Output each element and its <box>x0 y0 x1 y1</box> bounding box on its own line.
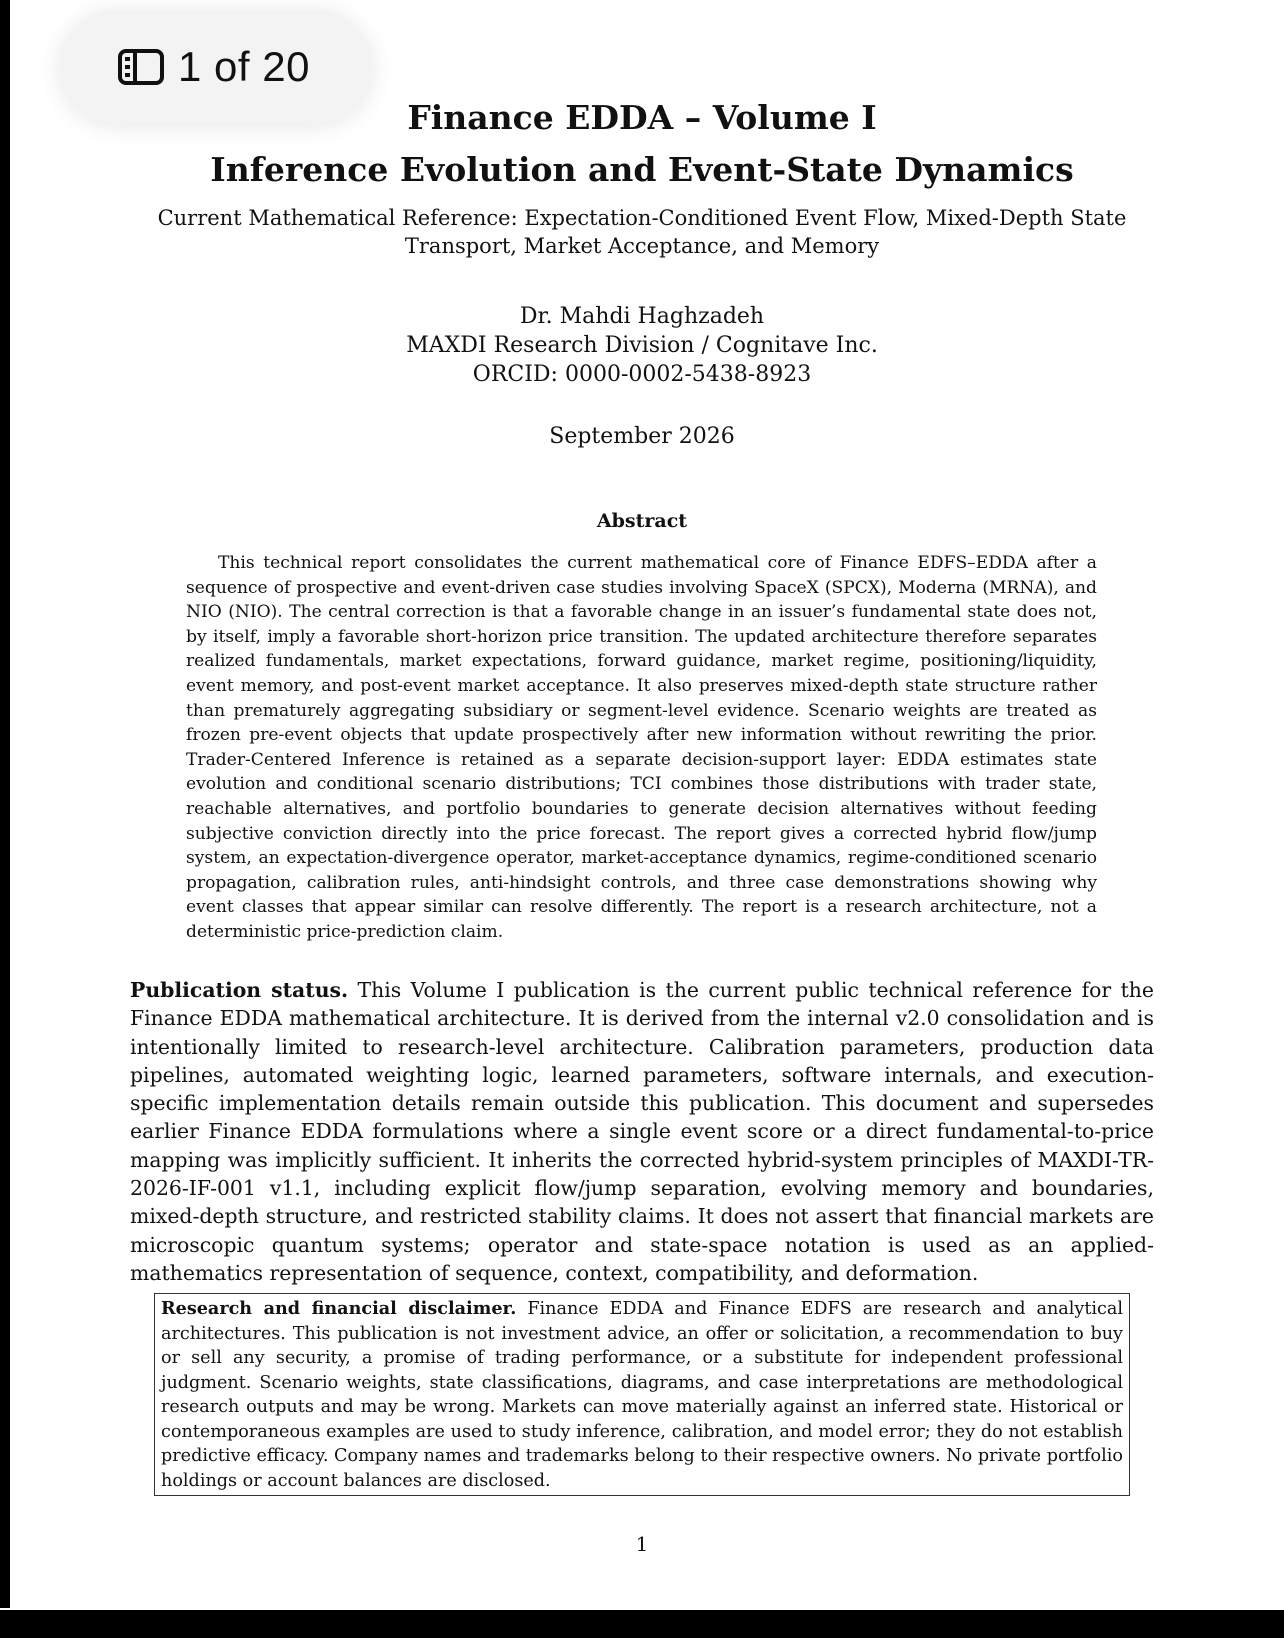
viewer-bottom-bar <box>0 1610 1284 1638</box>
author-affiliation: MAXDI Research Division / Cognitave Inc. <box>406 333 878 358</box>
page-number: 1 <box>635 1532 649 1556</box>
page-indicator-text: 1 of 20 <box>178 43 310 90</box>
author-orcid: ORCID: 0000-0002-5438-8923 <box>472 362 812 387</box>
publication-status-text: This Volume I publication is the current public technical reference for the Finance EDDA mathematical architecture. It is derived from the internal v2.0 consolidation and is intentionally limited to research-level architecture. Calibration parameters, production data pipelines, automated weighting logic, learned parameters, software internals, and execution-specific implementation details remain outside this publication. This document and supersedes earlier Finance EDDA formulations where a single event score or a direct fundamental-to-price mapping was implicitly sufficient. It inherits the corrected hybrid-system principles of MAXDI-TR-2026-IF-001 v1.1, including explicit flow/jump separation, evolving memory and boundaries, mixed-depth structure, and restricted stability claims. It does not assert that financial markets are microscopic quantum systems; operator and state-space notation is used as an applied-mathematics representation of sequence, context, compatibility, and deformation. <box>130 978 1154 1285</box>
viewer-left-edge <box>0 0 10 1608</box>
abstract-heading: Abstract <box>596 510 688 532</box>
document-subtitle-main: Inference Evolution and Event-State Dynamics <box>210 150 1074 189</box>
disclaimer-box <box>154 1293 1130 1496</box>
document-subtitle-detail: Current Mathematical Reference: Expectation-Conditioned Event Flow, Mixed-Depth State Transport, Market Acceptance, and Memory <box>157 206 1127 258</box>
document-title: Finance EDDA – Volume I <box>407 98 877 137</box>
author-name: Dr. Mahdi Haghzadeh <box>519 304 765 329</box>
publication-status-paragraph <box>130 976 1154 1287</box>
disclaimer-text: Finance EDDA and Finance EDFS are research and analytical architectures. This publication is not investment advice, an offer or solicitation, a recommendation to buy or sell any security, a promise of trading performance, or a substitute for independent professional judgment. Scenario weights, state classifications, diagrams, and case interpretations are methodological research outputs and may be wrong. Markets can move materially against an inferred state. Historical or contemporaneous examples are used to study inference, calibration, and model error; they do not establish predictive efficacy. Company names and trademarks belong to their respective owners. No private portfolio holdings or account balances are disclosed. <box>161 1299 1124 1491</box>
author-block <box>128 302 1156 389</box>
sidebar-pages-icon[interactable] <box>118 49 164 85</box>
publication-status-label: Publication status. <box>130 978 349 1002</box>
abstract-body: This technical report consolidates the current mathematical core of Finance EDFS–EDDA after a sequence of prospective and event-driven case studies involving SpaceX (SPCX), Moderna (MRNA), and NIO (NIO). The central correction is that a favorable change in an issuer’s fundamental state does not, by itself, imply a favorable short-horizon price transition. The updated architecture therefore separates realized fundamentals, market expectations, forward guidance, market regime, positioning/liquidity, event memory, and post-event market acceptance. It also preserves mixed-depth state structure rather than prematurely aggregating subsidiary or segment-level evidence. Scenario weights are treated as frozen pre-event objects that update prospectively after new information without rewriting the prior. Trader-Centered Inference is retained as a separate decision-support layer: EDDA estimates state evolution and conditional scenario distributions; TCI combines those distributions with trader state, reachable alternatives, and portfolio boundaries to generate decision alternatives without feeding subjective conviction directly into the price forecast. The report gives a corrected hybrid flow/jump system, an expectation-divergence operator, market-acceptance dynamics, regime-conditioned scenario propagation, calibration rules, anti-hindsight controls, and three case demonstrations showing why event classes that appear similar can resolve differently. The report is a research architecture, not a deterministic price-prediction claim. <box>186 553 1097 942</box>
disclaimer-label: Research and financial disclaimer. <box>161 1298 517 1319</box>
publication-date: September 2026 <box>549 424 735 449</box>
